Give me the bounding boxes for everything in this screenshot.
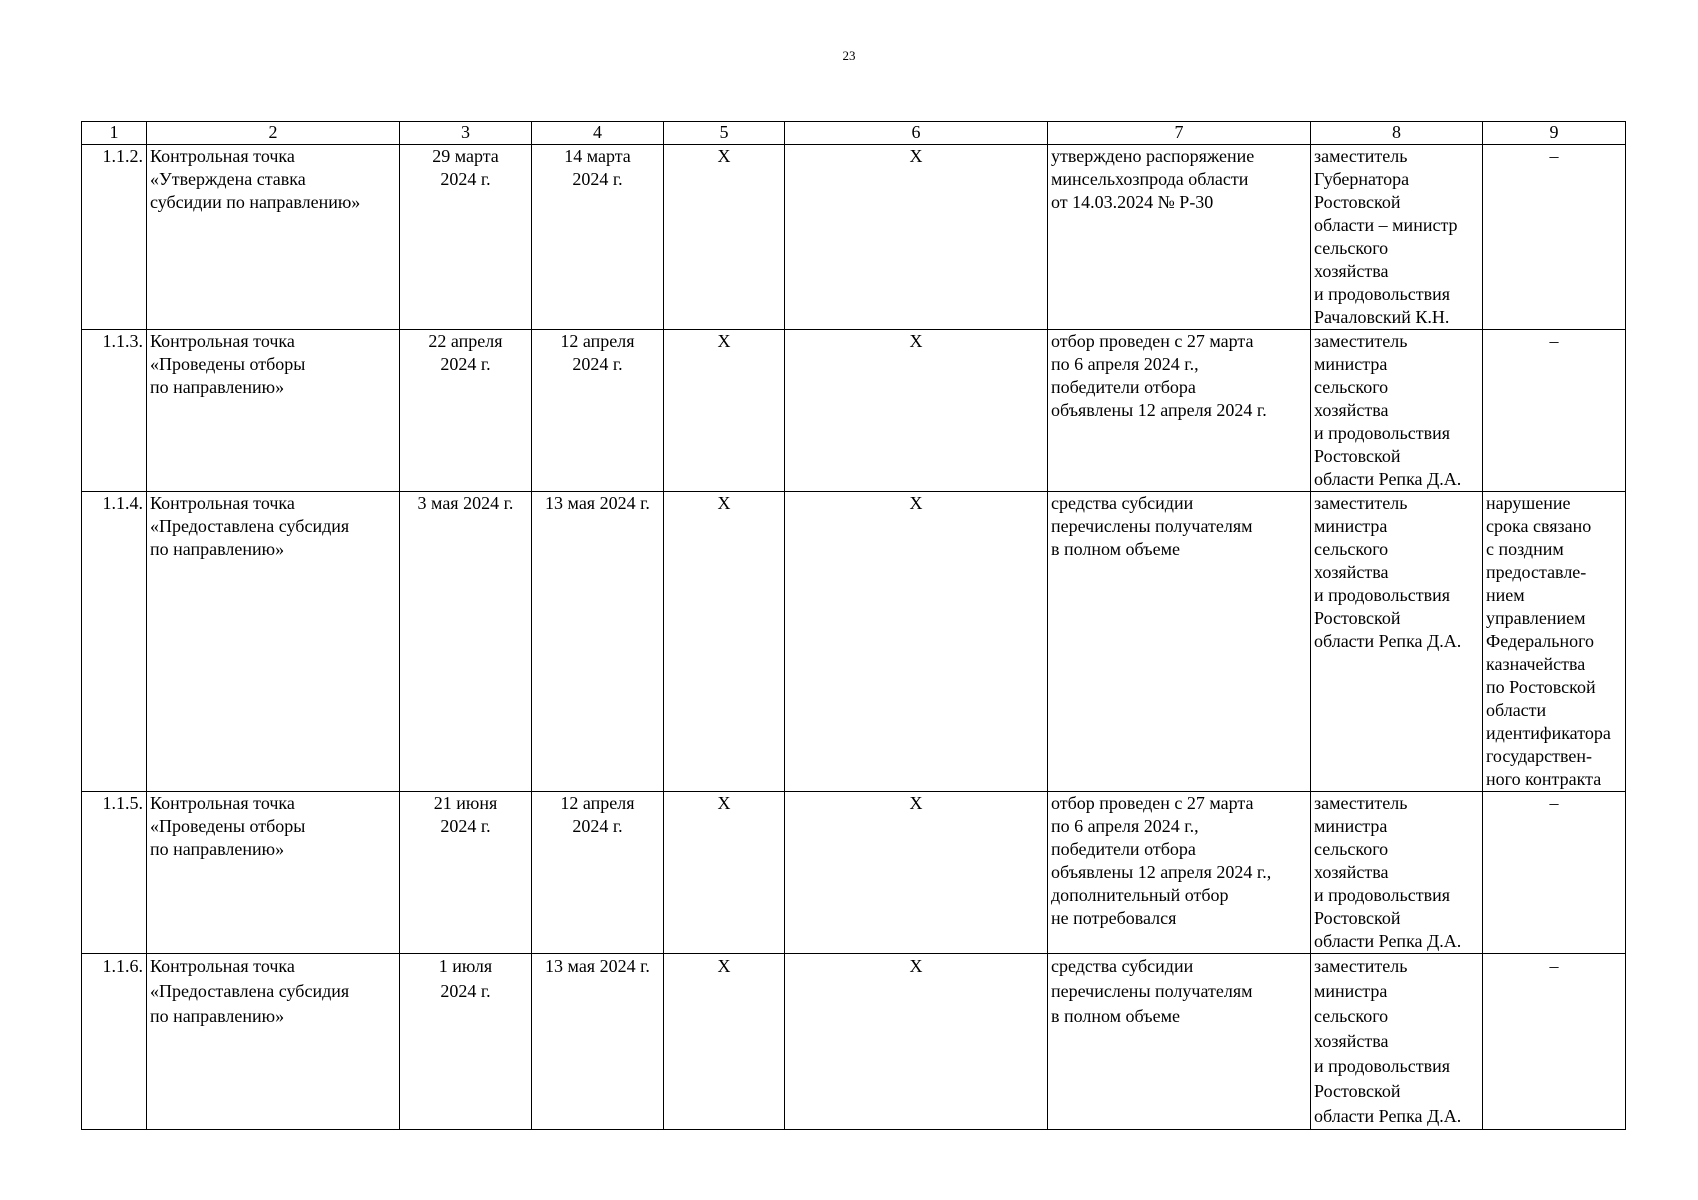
cell-line: – bbox=[1549, 793, 1559, 813]
column-5-cell: Х bbox=[664, 792, 785, 954]
cell-line: казначейства bbox=[1486, 654, 1586, 674]
cell-line: идентификатора bbox=[1486, 723, 1611, 743]
control-point-cell bbox=[147, 145, 400, 330]
cell-line: победители отбора bbox=[1051, 377, 1196, 397]
cell-line: области Репка Д.А. bbox=[1314, 931, 1462, 951]
cell-line: средства субсидии bbox=[1051, 493, 1194, 513]
note-cell bbox=[1483, 145, 1626, 330]
column-header: 5 bbox=[664, 122, 785, 145]
control-point-cell bbox=[147, 330, 400, 492]
row-number-cell: 1.1.4. bbox=[82, 492, 147, 792]
row-number-cell: 1.1.3. bbox=[82, 330, 147, 492]
cell-line: 13 мая 2024 г. bbox=[545, 493, 650, 513]
cell-line: в полном объеме bbox=[1051, 1006, 1180, 1026]
cell-line: в полном объеме bbox=[1051, 539, 1180, 559]
cell-line: заместитель bbox=[1314, 493, 1408, 513]
plan-date-cell bbox=[400, 330, 532, 492]
column-header: 9 bbox=[1483, 122, 1626, 145]
control-point-cell bbox=[147, 792, 400, 954]
cell-line: области Репка Д.А. bbox=[1314, 631, 1462, 651]
page-number: 23 bbox=[842, 48, 856, 63]
cell-line: и продовольствия bbox=[1314, 284, 1451, 304]
column-header: 4 bbox=[532, 122, 664, 145]
column-header: 7 bbox=[1048, 122, 1311, 145]
cell-line: управлением bbox=[1486, 608, 1586, 628]
cell-line: ного контракта bbox=[1486, 769, 1602, 789]
cell-line: области – министр bbox=[1314, 215, 1458, 235]
cell-line: «Предоставлена субсидия bbox=[150, 981, 350, 1001]
cell-line: «Проведены отборы bbox=[150, 816, 306, 836]
cell-line: заместитель bbox=[1314, 331, 1408, 351]
cell-line: по направлению» bbox=[150, 839, 285, 859]
result-cell bbox=[1048, 954, 1311, 1130]
cell-line: нарушение bbox=[1486, 493, 1571, 513]
cell-line: хозяйства bbox=[1314, 261, 1389, 281]
note-cell bbox=[1483, 792, 1626, 954]
plan-date-cell bbox=[400, 792, 532, 954]
column-number-row bbox=[82, 122, 1626, 145]
cell-line: 13 мая 2024 г. bbox=[545, 956, 650, 976]
cell-line: 2024 г. bbox=[572, 816, 623, 836]
column-6-cell: Х bbox=[785, 954, 1048, 1130]
cell-line: «Предоставлена субсидия bbox=[150, 516, 350, 536]
cell-line: объявлены 12 апреля 2024 г., bbox=[1051, 862, 1272, 882]
result-cell bbox=[1048, 792, 1311, 954]
cell-line: 2024 г. bbox=[440, 816, 491, 836]
result-cell bbox=[1048, 145, 1311, 330]
column-header: 6 bbox=[785, 122, 1048, 145]
cell-line: заместитель bbox=[1314, 956, 1408, 976]
column-5-cell: Х bbox=[664, 145, 785, 330]
cell-line: и продовольствия bbox=[1314, 585, 1451, 605]
cell-line: 1 июля bbox=[438, 956, 493, 976]
note-cell bbox=[1483, 492, 1626, 792]
cell-line: срока связано bbox=[1486, 516, 1592, 536]
cell-line: дополнительный отбор bbox=[1051, 885, 1229, 905]
cell-line: Ростовской bbox=[1314, 446, 1401, 466]
cell-line: по Ростовской bbox=[1486, 677, 1596, 697]
cell-line: субсидии по направлению» bbox=[150, 192, 361, 212]
cell-line: 2024 г. bbox=[572, 169, 623, 189]
cell-line: перечислены получателям bbox=[1051, 516, 1253, 536]
cell-line: – bbox=[1549, 146, 1559, 166]
note-cell bbox=[1483, 954, 1626, 1130]
cell-line: хозяйства bbox=[1314, 1031, 1389, 1051]
row-number-cell: 1.1.5. bbox=[82, 792, 147, 954]
cell-line: министра bbox=[1314, 516, 1388, 536]
report-table bbox=[81, 121, 1626, 1130]
responsible-cell bbox=[1311, 330, 1483, 492]
cell-line: Федерального bbox=[1486, 631, 1595, 651]
plan-date-cell bbox=[400, 954, 532, 1130]
cell-line: 12 апреля bbox=[560, 793, 635, 813]
cell-line: 12 апреля bbox=[560, 331, 635, 351]
cell-line: нием bbox=[1486, 585, 1525, 605]
cell-line: 2024 г. bbox=[440, 354, 491, 374]
cell-line: «Проведены отборы bbox=[150, 354, 306, 374]
cell-line: области bbox=[1486, 700, 1547, 720]
cell-line: заместитель bbox=[1314, 146, 1408, 166]
cell-line: 22 апреля bbox=[428, 331, 503, 351]
cell-line: заместитель bbox=[1314, 793, 1408, 813]
cell-line: министра bbox=[1314, 816, 1388, 836]
cell-line: государствен- bbox=[1486, 746, 1593, 766]
column-5-cell: Х bbox=[664, 492, 785, 792]
cell-line: по направлению» bbox=[150, 539, 285, 559]
cell-line: министра bbox=[1314, 981, 1388, 1001]
responsible-cell bbox=[1311, 954, 1483, 1130]
cell-line: 21 июня bbox=[433, 793, 498, 813]
cell-line: Рачаловский К.Н. bbox=[1314, 307, 1450, 327]
fact-date-cell bbox=[532, 792, 664, 954]
cell-line: хозяйства bbox=[1314, 562, 1389, 582]
column-header: 2 bbox=[147, 122, 400, 145]
cell-line: сельского bbox=[1314, 377, 1389, 397]
cell-line: Контрольная точка bbox=[150, 493, 295, 513]
cell-line: 3 мая 2024 г. bbox=[417, 493, 514, 513]
cell-line: 2024 г. bbox=[440, 169, 491, 189]
cell-line: по 6 апреля 2024 г., bbox=[1051, 354, 1199, 374]
column-6-cell: Х bbox=[785, 792, 1048, 954]
cell-line: по 6 апреля 2024 г., bbox=[1051, 816, 1199, 836]
cell-line: области Репка Д.А. bbox=[1314, 469, 1462, 489]
table-row bbox=[82, 492, 1626, 792]
control-point-cell bbox=[147, 492, 400, 792]
cell-line: и продовольствия bbox=[1314, 423, 1451, 443]
table-row bbox=[82, 145, 1626, 330]
cell-line: сельского bbox=[1314, 1006, 1389, 1026]
plan-date-cell bbox=[400, 145, 532, 330]
cell-line: Контрольная точка bbox=[150, 793, 295, 813]
table-row bbox=[82, 792, 1626, 954]
cell-line: и продовольствия bbox=[1314, 885, 1451, 905]
cell-line: 2024 г. bbox=[440, 981, 491, 1001]
cell-line: объявлены 12 апреля 2024 г. bbox=[1051, 400, 1267, 420]
cell-line: Контрольная точка bbox=[150, 331, 295, 351]
cell-line: минсельхозпрода области bbox=[1051, 169, 1249, 189]
table-row bbox=[82, 330, 1626, 492]
cell-line: и продовольствия bbox=[1314, 1056, 1451, 1076]
cell-line: – bbox=[1549, 331, 1559, 351]
cell-line: Ростовской bbox=[1314, 908, 1401, 928]
responsible-cell bbox=[1311, 492, 1483, 792]
responsible-cell bbox=[1311, 792, 1483, 954]
row-number-cell: 1.1.2. bbox=[82, 145, 147, 330]
cell-line: «Утверждена ставка bbox=[150, 169, 306, 189]
column-6-cell: Х bbox=[785, 330, 1048, 492]
cell-line: средства субсидии bbox=[1051, 956, 1194, 976]
fact-date-cell bbox=[532, 492, 664, 792]
table-row bbox=[82, 954, 1626, 1130]
result-cell bbox=[1048, 492, 1311, 792]
cell-line: министра bbox=[1314, 354, 1388, 374]
column-6-cell: Х bbox=[785, 492, 1048, 792]
cell-line: по направлению» bbox=[150, 377, 285, 397]
control-point-cell bbox=[147, 954, 400, 1130]
column-header: 8 bbox=[1311, 122, 1483, 145]
row-number-cell: 1.1.6. bbox=[82, 954, 147, 1130]
cell-line: сельского bbox=[1314, 539, 1389, 559]
cell-line: перечислены получателям bbox=[1051, 981, 1253, 1001]
cell-line: 2024 г. bbox=[572, 354, 623, 374]
column-header: 3 bbox=[400, 122, 532, 145]
cell-line: отбор проведен с 27 марта bbox=[1051, 331, 1254, 351]
cell-line: хозяйства bbox=[1314, 400, 1389, 420]
cell-line: победители отбора bbox=[1051, 839, 1196, 859]
column-5-cell: Х bbox=[664, 330, 785, 492]
column-header: 1 bbox=[82, 122, 147, 145]
cell-line: – bbox=[1549, 956, 1559, 976]
note-cell bbox=[1483, 330, 1626, 492]
plan-date-cell bbox=[400, 492, 532, 792]
responsible-cell bbox=[1311, 145, 1483, 330]
column-6-cell: Х bbox=[785, 145, 1048, 330]
cell-line: 14 марта bbox=[564, 146, 631, 166]
cell-line: отбор проведен с 27 марта bbox=[1051, 793, 1254, 813]
cell-line: не потребовался bbox=[1051, 908, 1177, 928]
fact-date-cell bbox=[532, 145, 664, 330]
cell-line: Ростовской bbox=[1314, 1081, 1401, 1101]
fact-date-cell bbox=[532, 330, 664, 492]
fact-date-cell bbox=[532, 954, 664, 1130]
cell-line: утверждено распоряжение bbox=[1051, 146, 1255, 166]
cell-line: Ростовской bbox=[1314, 608, 1401, 628]
cell-line: по направлению» bbox=[150, 1006, 285, 1026]
cell-line: хозяйства bbox=[1314, 862, 1389, 882]
cell-line: Ростовской bbox=[1314, 192, 1401, 212]
cell-line: с поздним bbox=[1486, 539, 1564, 559]
cell-line: предоставле- bbox=[1486, 562, 1587, 582]
cell-line: сельского bbox=[1314, 238, 1389, 258]
cell-line: 29 марта bbox=[432, 146, 499, 166]
cell-line: Контрольная точка bbox=[150, 956, 295, 976]
cell-line: Губернатора bbox=[1314, 169, 1410, 189]
cell-line: сельского bbox=[1314, 839, 1389, 859]
cell-line: Контрольная точка bbox=[150, 146, 295, 166]
column-5-cell: Х bbox=[664, 954, 785, 1130]
cell-line: от 14.03.2024 № Р-30 bbox=[1051, 192, 1214, 212]
cell-line: области Репка Д.А. bbox=[1314, 1106, 1462, 1126]
result-cell bbox=[1048, 330, 1311, 492]
